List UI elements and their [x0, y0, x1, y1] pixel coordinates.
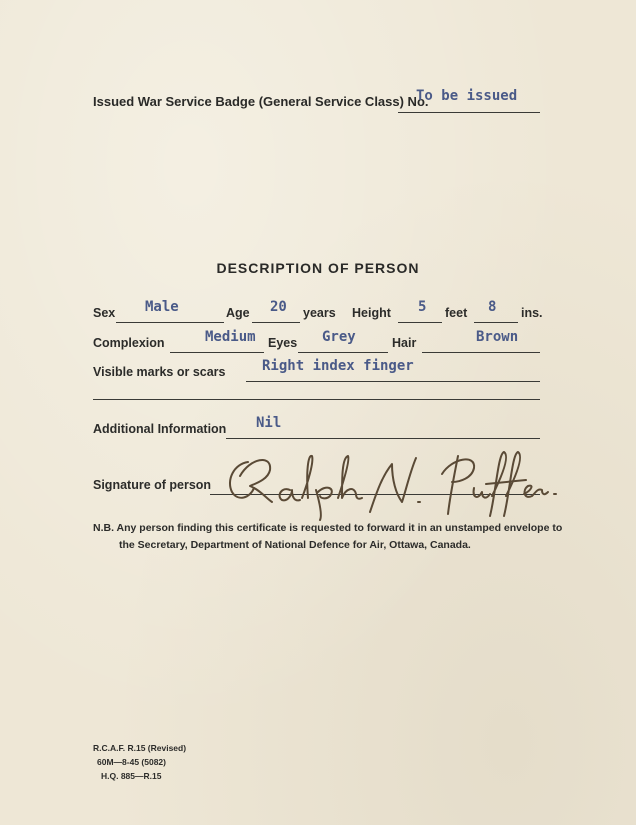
badge-label: Issued War Service Badge (General Service Class) No.: [93, 94, 429, 109]
form-reference-block: [93, 741, 186, 783]
hair-value: Brown: [476, 329, 519, 345]
age-label: Age: [226, 306, 250, 320]
hair-label: Hair: [392, 336, 417, 350]
badge-underline: [398, 112, 540, 113]
height-feet-value: 5: [418, 299, 427, 315]
height-label: Height: [352, 306, 391, 320]
eyes-label: Eyes: [268, 336, 298, 350]
height-ins-value: 8: [488, 299, 497, 315]
print-run: 60M—8-45 (5082): [97, 757, 166, 767]
ins-label: ins.: [521, 306, 543, 320]
marks-label: Visible marks or scars: [93, 365, 226, 379]
notice-line-1: N.B. Any person finding this certificate is requested to forward it in an unstamped envelope to: [93, 522, 563, 534]
height-ins-underline: [474, 322, 518, 323]
marks-underline: [246, 381, 540, 382]
badge-number-value: To be issued: [416, 88, 518, 104]
complexion-value: Medium: [205, 329, 256, 345]
eyes-value: Grey: [322, 329, 356, 345]
sex-value: Male: [145, 299, 179, 315]
sex-label: Sex: [93, 306, 116, 320]
age-value: 20: [270, 299, 287, 315]
age-underline: [252, 322, 300, 323]
section-title: DESCRIPTION OF PERSON: [216, 260, 420, 276]
height-feet-underline: [398, 322, 442, 323]
complexion-underline: [170, 352, 264, 353]
complexion-label: Complexion: [93, 336, 165, 350]
marks-value: Right index finger: [262, 358, 414, 374]
hair-underline: [422, 352, 540, 353]
additional-info-label: Additional Information: [93, 422, 227, 436]
signature-label: Signature of person: [93, 478, 212, 492]
handwritten-signature: [220, 432, 560, 522]
marks-continuation-line: [93, 399, 540, 400]
notice-line-2: the Secretary, Department of National Defence for Air, Ottawa, Canada.: [119, 539, 471, 551]
form-number: R.C.A.F. R.15 (Revised): [93, 743, 187, 753]
eyes-underline: [298, 352, 388, 353]
additional-info-value: Nil: [256, 415, 282, 431]
feet-label: feet: [445, 306, 468, 320]
hq-reference: H.Q. 885—R.15: [101, 771, 162, 781]
bleed-through-watermark: [55, 143, 585, 317]
years-label: years: [303, 306, 336, 320]
sex-underline: [116, 322, 224, 323]
